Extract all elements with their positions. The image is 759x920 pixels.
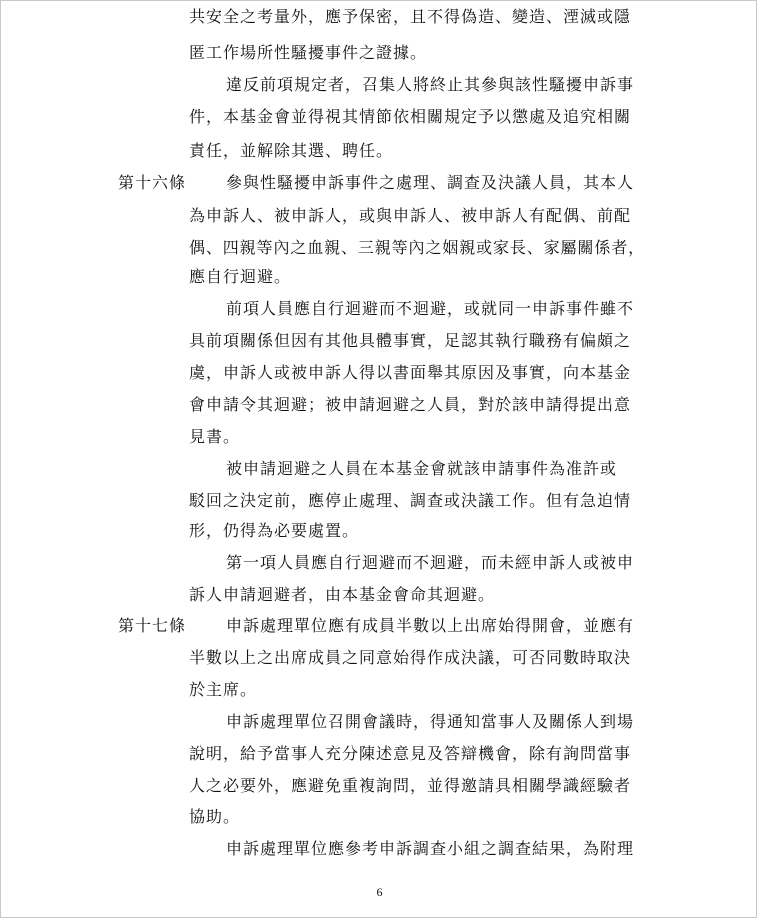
text-line: 第一項人員應自行迴避而不迴避，而未經申訴人或被申 <box>226 553 635 572</box>
text-line: 於主席。 <box>189 680 258 699</box>
text-line: 被申請迴避之人員在本基金會就該申請事件為准許或 <box>226 459 618 478</box>
text-line: 說明，給予當事人充分陳述意見及答辯機會，除有詢問當事 <box>189 744 632 763</box>
text-line: 申訴處理單位應參考申訴調查小組之調查結果，為附理 <box>226 839 635 858</box>
text-line: 半數以上之出席成員之同意始得作成決議，可否同數時取決 <box>189 648 632 667</box>
text-line: 共安全之考量外，應予保密，且不得偽造、變造、湮滅或隱 <box>189 7 632 26</box>
article-17-label: 第十七條 <box>118 616 187 635</box>
text-line: 申訴處理單位應有成員半數以上出席始得開會，並應有 <box>226 616 635 635</box>
page-number: 6 <box>376 885 383 899</box>
text-line: 會申請令其迴避；被申請迴避之人員，對於該申請得提出意 <box>189 395 632 414</box>
text-line: 訴人申請迴避者，由本基金會命其迴避。 <box>189 585 496 604</box>
text-line: 應自行迴避。 <box>189 267 292 286</box>
text-line: 虞，申訴人或被申訴人得以書面舉其原因及事實，向本基金 <box>189 363 632 382</box>
text-line: 違反前項規定者，召集人將終止其參與該性騷擾申訴事 <box>226 75 635 94</box>
text-line: 人之必要外，應避免重複詢問，並得邀請具相關學識經驗者 <box>189 776 632 795</box>
text-line: 前項人員應自行迴避而不迴避，或就同一申訴事件雖不 <box>226 299 635 318</box>
text-line: 參與性騷擾申訴事件之處理、調查及決議人員，其本人 <box>226 173 635 192</box>
text-line: 為申訴人、被申訴人，或與申訴人、被申訴人有配偶、前配 <box>189 206 632 225</box>
text-line: 駁回之決定前，應停止處理、調查或決議工作。但有急迫情 <box>189 491 632 510</box>
text-line: 匿工作場所性騷擾事件之證據。 <box>189 43 428 62</box>
text-line: 申訴處理單位召開會議時，得通知當事人及關係人到場 <box>226 712 635 731</box>
text-line: 見書。 <box>189 427 241 446</box>
text-line: 責任，並解除其選、聘任。 <box>189 141 394 160</box>
text-line: 件，本基金會並得視其情節依相關規定予以懲處及追究相關 <box>189 107 632 126</box>
text-line: 具前項關係但因有其他具體事實，足認其執行職務有偏頗之 <box>189 331 632 350</box>
article-16-label: 第十六條 <box>118 173 187 192</box>
text-line: 協助。 <box>189 807 241 826</box>
text-line: 形，仍得為必要處置。 <box>189 521 360 540</box>
text-line: 偶、四親等內之血親、三親等內之姻親或家長、家屬關係者， <box>189 238 646 257</box>
